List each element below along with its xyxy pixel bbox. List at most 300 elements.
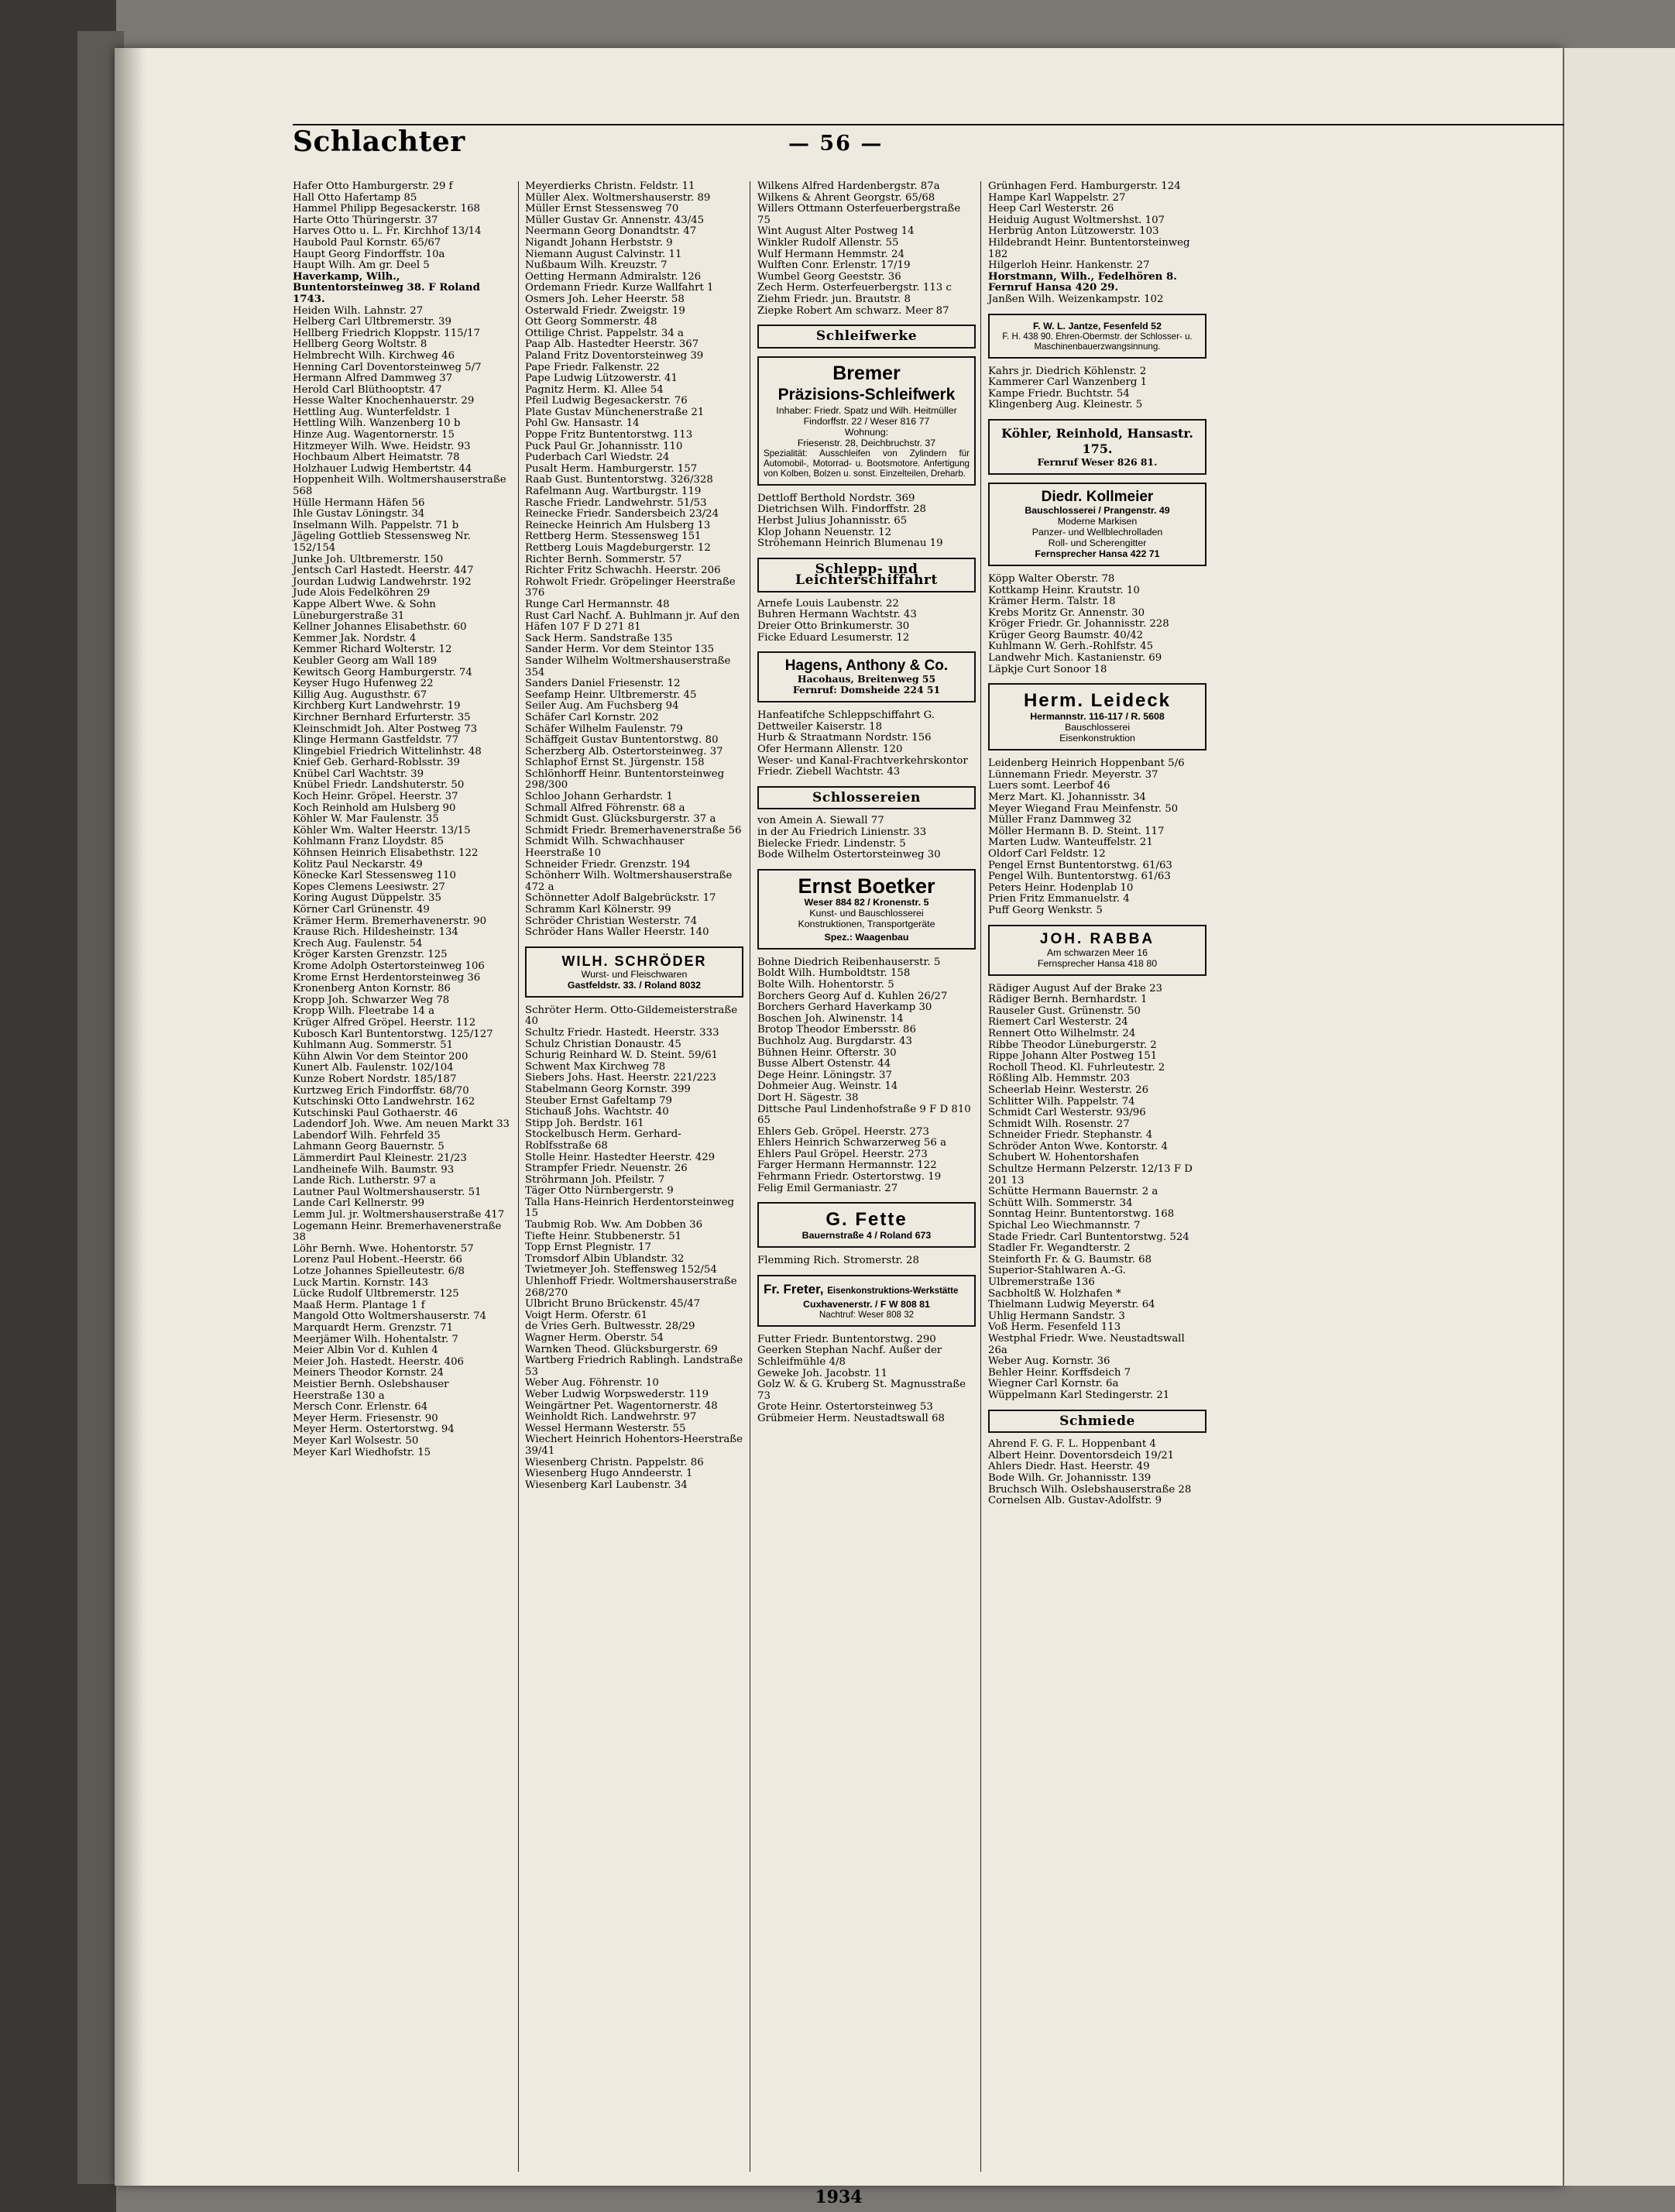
directory-entry: Schmidt Gust. Glücksburgerstr. 37 a [525,813,716,826]
adjacent-page-text [1570,118,1675,1191]
directory-entry: Ehlers Paul Gröpel. Heerstr. 273 [757,1148,928,1160]
ad-rabba-line-3: Fernsprecher Hansa 418 80 [1037,957,1158,969]
directory-entry: Sander Herm. Vor dem Steintor 135 [525,644,715,656]
directory-entry: Wagner Herm. Oberstr. 54 [525,1332,664,1344]
directory-entry: Pfeil Ludwig Begesackerstr. 76 [525,395,688,407]
directory-entry: Kleinschmidt Joh. Alter Postweg 73 [293,723,478,735]
directory-entry: Krämer Herm. Talstr. 18 [988,596,1116,608]
directory-entry: Knief Geb. Gerhard-Roblsstr. 39 [293,757,460,769]
ad-rabba-line-2: Am schwarzen Meer 16 [1046,946,1148,958]
directory-entry: Rippe Johann Alter Postweg 151 [988,1050,1158,1063]
directory-entry: Logemann Heinr. Bremerhavenerstraße 38 [293,1220,502,1244]
directory-entry: Reinecke Heinrich Am Hulsberg 13 [525,519,711,531]
directory-entry: Klop Johann Neuenstr. 12 [757,526,892,538]
directory-entry: Bolte Wilh. Hohentorstr. 5 [757,978,894,991]
directory-entry: Neermann Georg Donandtstr. 47 [525,225,697,238]
directory-entry: Bode Wilh. Gr. Johannisstr. 139 [988,1472,1152,1484]
directory-entry: von Amein A. Siewall 77 [757,815,884,827]
directory-entry: Mersch Conr. Erlenstr. 64 [293,1401,428,1413]
directory-entry: Wiesenberg Christn. Pappelstr. 86 [525,1456,704,1468]
directory-entry: Hammel Philipp Begesackerstr. 168 [293,203,481,215]
directory-entry: Keubler Georg am Wall 189 [293,654,438,667]
directory-entry: Kahrs jr. Diedrich Köhlenstr. 2 [988,365,1147,377]
directory-entry: Bielecke Friedr. Lindenstr. 5 [757,837,906,850]
directory-entry: Rauseler Gust. Grünenstr. 50 [988,1005,1141,1017]
directory-entry: Labendorf Wilh. Fehrfeld 35 [293,1129,441,1142]
directory-entry: Haupt Wilh. Am gr. Deel 5 [293,259,430,272]
directory-entry: Dietrichsen Wilh. Findorffstr. 28 [757,503,926,516]
directory-entry: Schütte Hermann Bauernstr. 2 a [988,1186,1158,1198]
directory-entry: Maaß Herm. Plantage 1 f [293,1299,425,1311]
directory-entry: Schröder Hans Waller Heerstr. 140 [525,926,709,939]
directory-entry: Schwent Max Kirchweg 78 [525,1060,666,1073]
directory-entry: Kemmer Richard Wolterstr. 12 [293,644,452,656]
directory-entry: Stade Friedr. Carl Buntentorstwg. 524 [988,1231,1189,1243]
directory-entry: Wiesenberg Karl Laubenstr. 34 [525,1479,688,1491]
directory-entry: Meerjämer Wilh. Hohentalstr. 7 [293,1333,458,1345]
directory-entry: Kampe Friedr. Buchtstr. 54 [988,387,1130,400]
directory-entry: Killig Aug. Augusthstr. 67 [293,689,427,701]
directory-entry: Schloo Johann Gerhardstr. 1 [525,791,673,803]
directory-entry: in der Au Friedrich Linienstr. 33 [757,826,927,838]
directory-entry: Köhler Wm. Walter Heerstr. 13/15 [293,824,471,836]
ad-hagens-line-3: Fernruf: Domsheide 224 51 [792,684,941,696]
heading-schmiede: Schmiede [988,1410,1206,1434]
directory-entry: Schlaphof Ernst St. Jürgenstr. 158 [525,757,705,769]
directory-entry: Paap Alb. Hastedter Heerstr. 367 [525,338,699,351]
directory-entry: Krech Aug. Faulenstr. 54 [293,937,423,950]
directory-entry: Ahrend F. G. F. L. Hoppenbant 4 [988,1438,1156,1451]
directory-entry: Herbrüg Anton Lützowerstr. 103 [988,225,1159,238]
directory-entry: Tromsdorf Albin Ublandstr. 32 [525,1252,685,1265]
directory-entry: Lemm Jul. jr. Woltmershauserstraße 417 [293,1209,505,1221]
directory-entry: Oldorf Carl Feldstr. 12 [988,848,1106,860]
page-gutter-shadow [115,48,146,2186]
directory-entry: Behler Heinr. Korffsdeich 7 [988,1366,1131,1379]
directory-entry: Krüger Alfred Gröpel. Heerstr. 112 [293,1016,476,1029]
directory-entry: Köpp Walter Oberstr. 78 [988,572,1115,585]
directory-entry: Schäfer Carl Kornstr. 202 [525,711,659,723]
directory-entry: Hochbaum Albert Heimatstr. 78 [293,452,460,464]
directory-entry: Wulften Conr. Erlenstr. 17/19 [757,259,911,272]
directory-entry: Dettloff Berthold Nordstr. 369 [757,492,915,504]
directory-entry: Weber Aug. Kornstr. 36 [988,1355,1110,1368]
directory-entry: Jourdan Ludwig Landwehrstr. 192 [293,575,472,588]
page-header-left: Schlachter [293,125,465,158]
directory-entry: Lautner Paul Woltmershauserstr. 51 [293,1186,482,1198]
directory-entry: Schröter Herm. Otto-Gildemeisterstraße 40 [525,1004,738,1028]
directory-entry: Schäffgeit Gustav Buntentorstwg. 80 [525,734,719,747]
directory-entry: Keyser Hugo Hufenweg 22 [293,678,434,690]
directory-entry: Marten Ludw. Wanteuffelstr. 21 [988,836,1153,849]
directory-entry: Sack Herm. Sandstraße 135 [525,632,673,644]
ad-boetker-line-4: Konstruktionen, Transportgeräte [798,918,935,929]
directory-entry: Schultz Friedr. Hastedt. Heerstr. 333 [525,1026,719,1039]
directory-entry: Hoppenheit Wilh. Woltmershauserstraße 568 [293,474,506,498]
directory-entry: Löhr Bernh. Wwe. Hohentorstr. 57 [293,1242,474,1255]
directory-entry: Müller Franz Dammweg 32 [988,814,1132,826]
directory-entry: Ströhrmann Joh. Pfeilstr. 7 [525,1173,665,1186]
directory-entry: Busse Albert Ostenstr. 44 [757,1058,891,1070]
directory-entry: Wiesenberg Hugo Anndeerstr. 1 [525,1468,693,1480]
directory-entry: Weber Ludwig Worpswederstr. 119 [525,1388,709,1400]
directory-entry: Hitzmeyer Wilh. Wwe. Heidstr. 93 [293,440,471,452]
directory-entry: Herold Carl Blüthooptstr. 47 [293,383,442,396]
directory-entry: Klingebiel Friedrich Wittelinhstr. 48 [293,745,482,757]
directory-entry: Kropp Wilh. Fleetrabe 14 a [293,1005,435,1018]
directory-entry: Hettling Aug. Wunterfeldstr. 1 [293,406,451,418]
directory-entry: Schmidt Carl Westerstr. 93/96 [988,1107,1146,1119]
directory-entry: Schubert W. Hohentorshafen [988,1152,1139,1164]
directory-entry: Kröger Friedr. Gr. Johannisstr. 228 [988,618,1169,630]
directory-entry: Rohwolt Friedr. Gröpelinger Heerstraße 376 [525,575,736,599]
directory-entry: Inselmann Wilh. Pappelstr. 71 b [293,519,459,531]
directory-entry: Lande Carl Kellnerstr. 99 [293,1197,425,1210]
directory-entry: Ribbe Theodor Lüneburgerstr. 2 [988,1039,1157,1051]
directory-entry: Schmidt Wilh. Schwachhauser Heerstraße 10 [525,836,685,860]
directory-entry: Müller Gustav Gr. Annenstr. 43/45 [525,214,705,226]
directory-entry: Dege Heinr. Löningstr. 37 [757,1069,892,1081]
directory-entry: Voigt Herm. Oferstr. 61 [525,1309,648,1321]
directory-entry: Riemert Carl Westerstr. 24 [988,1016,1128,1029]
directory-entry: Thielmann Ludwig Meyerstr. 64 [988,1299,1155,1311]
directory-entry: Meistier Bernh. Oslebshauser Heerstraße 130 a [293,1378,449,1402]
directory-entry: Willers Ottmann Osterfeuerbergstraße 75 [757,203,961,226]
directory-entry: Harte Otto Thüringerstr. 37 [293,214,438,226]
ad-line-6: Friesenstr. 28, Deichbruchstr. 37 [797,437,936,448]
directory-entry: Luck Martin. Kornstr. 143 [293,1276,429,1289]
directory-entry: Geweke Joh. Jacobstr. 11 [757,1367,887,1379]
directory-entry: Landheinefe Wilh. Baumstr. 93 [293,1163,455,1176]
ad-kollmeier-line-3: Moderne Markisen [1057,515,1138,527]
directory-entry: Körner Carl Grünenstr. 49 [293,904,430,915]
directory-entry: Hülle Hermann Häfen 56 [293,496,425,509]
directory-entry: Helberg Carl Ultbremerstr. 39 [293,316,451,328]
column-divider-1 [518,181,519,2172]
directory-entry: Kröger Karsten Grenzstr. 125 [293,949,448,961]
directory-entry: Krebs Moritz Gr. Annenstr. 30 [988,606,1145,619]
text-columns [293,181,1656,2172]
directory-entry: Rettberg Louis Magdeburgerstr. 12 [525,542,711,554]
directory-entry: Geerken Stephan Nachf. Außer der Schleifmühle 4/8 [757,1345,942,1369]
page-footer-year: 1934 [815,2187,863,2207]
directory-entry: Bruchsch Wilh. Oslebshauserstraße 28 [988,1483,1192,1496]
directory-entry: Wilkens Alfred Hardenbergstr. 87a [757,180,940,192]
ad-leideck-line-3: Bauschlosserei [1064,722,1131,733]
directory-entry: Kellner Johannes Elisabethstr. 60 [293,621,467,634]
directory-entry: Hafer Otto Hamburgerstr. 29 f [293,180,453,192]
directory-entry: Ehlers Heinrich Schwarzerweg 56 a [757,1137,947,1149]
column-divider-3 [980,181,981,2172]
directory-entry: Runge Carl Hermannstr. 48 [525,598,670,610]
directory-entry: Kutschinski Otto Landwehrstr. 162 [293,1096,475,1108]
directory-entry: Buchholz Aug. Burgdarstr. 43 [757,1035,912,1047]
heading-schlepp-leichterschiffahrt: Schlepp- und Leichterschiffahrt [757,558,976,592]
directory-entry: Lahmann Georg Bauernstr. 5 [293,1141,444,1153]
directory-entry: Tiefte Heinr. Stubbenerstr. 51 [525,1230,682,1242]
directory-entry: Spichal Leo Wiechmannstr. 7 [988,1220,1141,1232]
directory-entry: Janßen Wilh. Weizenkampstr. 102 [988,293,1164,305]
directory-entry: Jude Alois Fedelköhren 29 [293,587,431,599]
directory-entry: Peters Heinr. Hodenplab 10 [988,881,1134,894]
directory-entry: Ordemann Friedr. Kurze Wallfahrt 1 [525,282,714,294]
column-1 [293,181,511,1458]
directory-entry: Schönnetter Adolf Balgebrückstr. 17 [525,892,716,905]
directory-entry: Richter Fritz Schwachh. Heerstr. 206 [525,565,721,577]
directory-entry: Schlitter Wilh. Pappelstr. 74 [988,1095,1135,1108]
directory-entry: Krome Adolph Ostertorsteinweg 106 [293,960,485,972]
ad-koehler-line-1: Köhler, Reinhold, Hansastr. 175. [1001,425,1193,456]
directory-entry: Schröder Christian Westerstr. 74 [525,915,698,927]
directory-entry: Arnefe Louis Laubenstr. 22 [757,597,899,610]
ad-kollmeier-line-4: Panzer- und Wellblechrolladen [1031,526,1163,538]
ad-herm-leideck [988,683,1206,750]
directory-entry: Ficke Eduard Lesumerstr. 12 [757,631,910,644]
ad-fette-line-2: Bauernstraße 4 / Roland 673 [801,1230,932,1242]
directory-entry: Schlönhorff Heinr. Buntentorsteinweg 298/300 [525,768,725,792]
directory-entry: Puck Paul Gr. Johannisstr. 110 [525,440,683,452]
directory-entry: Leidenberg Heinrich Hoppenbant 5/6 [988,757,1185,770]
directory-entry: Westphal Friedr. Wwe. Neustadtswall 26a [988,1332,1185,1356]
directory-entry: Lünnemann Friedr. Meyerstr. 37 [988,768,1158,781]
directory-entry: Rasche Friedr. Landwehrstr. 51/53 [525,496,707,509]
directory-entry: Kappe Albert Wwe. & Sohn Lüneburgerstraße 31 [293,598,436,622]
directory-entry: Horstmann, Wilh., Fedelhören 8. Fernruf Hansa 420 29. [988,270,1177,294]
directory-entry: Hellberg Friedrich Kloppstr. 115/17 [293,327,481,339]
directory-entry: Kunze Robert Nordstr. 185/187 [293,1073,457,1085]
directory-entry: Cornelsen Alb. Gustav-Adolfstr. 9 [988,1495,1162,1507]
directory-entry: Kottkamp Heinr. Krautstr. 10 [988,584,1140,596]
directory-entry: Fehrmann Friedr. Ostertorstwg. 19 [757,1171,942,1183]
directory-entry: Kuhlmann W. Gerh.-Rohlfstr. 45 [988,641,1154,653]
directory-entry: Ott Georg Sommerstr. 48 [525,316,657,328]
directory-entry: Hettling Wilh. Wanzenberg 10 b [293,417,461,430]
directory-entry: Ottilige Christ. Pappelstr. 34 a [525,327,684,339]
directory-entry: Meyerdierks Christn. Feldstr. 11 [525,180,695,192]
directory-entry: Stolle Heinr. Hastedter Heerstr. 429 [525,1151,716,1163]
directory-entry: Stockelbusch Herm. Gerhard-Roblfsstraße 68 [525,1128,681,1152]
page-sheet [115,48,1563,2207]
directory-entry: Harves Otto u. L. Fr. Kirchhof 13/14 [293,225,482,238]
directory-entry: Ofer Hermann Allenstr. 120 [757,744,903,756]
directory-entry: Kühn Alwin Vor dem Steintor 200 [293,1050,469,1063]
directory-entry: Voß Herm. Fesenfeld 113 [988,1321,1121,1334]
directory-entry: Jentsch Carl Hastedt. Heerstr. 447 [293,565,474,577]
directory-entry: Schröder Anton Wwe. Kontorstr. 4 [988,1140,1168,1152]
adjacent-page [1564,48,1675,2186]
directory-entry: Kolitz Paul Neckarstr. 49 [293,858,423,871]
directory-entry: Richter Bernh. Sommerstr. 57 [525,553,682,565]
directory-entry: Kewitsch Georg Hamburgerstr. 74 [293,666,472,678]
directory-entry: Krüger Georg Baumstr. 40/42 [988,629,1144,641]
directory-entry: Kubosch Karl Buntentorstwg. 125/127 [293,1028,493,1040]
directory-entry: Schäfer Wilhelm Faulenstr. 79 [525,723,683,735]
directory-entry: Nußbaum Wilh. Kreuzstr. 7 [525,259,668,272]
directory-entry: Dort H. Sägestr. 38 [757,1091,859,1104]
directory-entry: Kuhlmann Aug. Sommerstr. 51 [293,1039,454,1052]
directory-entry: Haupt Georg Findorffstr. 10a [293,248,445,260]
directory-entry: Felig Emil Germaniastr. 27 [757,1182,898,1194]
ad-fwl-jantze [988,314,1206,359]
directory-entry: Reinecke Friedr. Sandersbeich 23/24 [525,508,719,520]
directory-entry: Osmers Joh. Leher Heerstr. 58 [525,293,685,305]
directory-entry: Kutschinski Paul Gothaerstr. 46 [293,1107,458,1119]
directory-entry: Scheerlab Heinr. Westerstr. 26 [988,1084,1149,1096]
ad-line-5: Wohnung: [844,426,889,438]
directory-entry: Täger Otto Nürnbergerstr. 9 [525,1185,674,1197]
directory-entry: Jägeling Gottlieb Stessensweg Nr. 152/154 [293,531,471,554]
directory-entry: Dreier Otto Brinkumerstr. 30 [757,620,910,633]
directory-entry: Albert Heinr. Doventorsdeich 19/21 [988,1449,1175,1462]
directory-entry: Mangold Otto Woltmershauserstr. 74 [293,1310,486,1323]
directory-entry: Luers somt. Leerbof 46 [988,780,1110,792]
directory-entry: Wilkens & Ahrent Georgstr. 65/68 [757,191,935,204]
ad-ernst-boetker [757,869,976,950]
directory-entry: Wessel Hermann Westerstr. 55 [525,1422,686,1434]
ad-koehler-line-2: Fernruf Weser 826 81. [1037,455,1158,468]
directory-entry: Koch Reinhold am Hulsberg 90 [293,802,456,814]
directory-entry: Heiduig August Woltmershst. 107 [988,214,1165,226]
directory-entry: Schmidt Friedr. Bremerhavenerstraße 56 [525,824,742,836]
directory-entry: Junke Joh. Ultbremerstr. 150 [293,553,444,565]
directory-entry: Poppe Fritz Buntentorstwg. 113 [525,429,693,441]
directory-entry: Weber Aug. Föhrenstr. 10 [525,1377,659,1389]
ad-hagens-line-2: Hacohaus, Breitenweg 55 [797,673,936,685]
directory-entry: Kirchberg Kurt Landwehrstr. 19 [293,700,461,713]
directory-entry: Topp Ernst Plegnistr. 17 [525,1242,651,1254]
ad-bremer-praezisions-schleifwerk [757,356,976,486]
directory-entry: Paland Fritz Doventorsteinweg 39 [525,349,704,362]
directory-entry: Meier Albin Vor d. Kuhlen 4 [293,1345,438,1357]
directory-entry: Rafelmann Aug. Wartburgstr. 119 [525,486,702,498]
directory-entry: Borchers Georg Auf d. Kuhlen 26/27 [757,990,948,1002]
ad-fette-line-1: G. Fette [825,1209,908,1231]
directory-entry: Meyer Herm. Friesenstr. 90 [293,1412,438,1424]
directory-entry: Boschen Joh. Alwinenstr. 14 [757,1012,904,1025]
directory-entry: Ziepke Robert Am schwarz. Meer 87 [757,304,949,317]
ad-leideck-line-4: Eisenkonstruktion [1059,733,1135,744]
directory-entry: Holzhauer Ludwig Hembertstr. 44 [293,462,472,475]
directory-entry: Sonntag Heinr. Buntentorstwg. 168 [988,1208,1175,1221]
ad-line-1: Bremer [832,362,901,384]
ad-line-4: Findorffstr. 22 / Weser 816 77 [803,415,930,427]
directory-entry: Hermann Alfred Dammweg 37 [293,373,453,385]
ad-line-7: Spezialität: Ausschleifen von Zylindern für Automobil-, Motorrad- u. Bootsmotore. Anfertigung von Kolben, Bolzen u. sonst. Einzelteilen, Dreharb. [764,448,970,479]
directory-entry: Krome Ernst Herdentorsteinweg 36 [293,971,481,984]
directory-entry: Hinze Aug. Wagentornerstr. 15 [293,429,455,441]
directory-entry: Bode Wilhelm Ostertorsteinweg 30 [757,849,941,861]
directory-entry: Schneider Friedr. Stephanstr. 4 [988,1129,1153,1142]
directory-entry: Ulbricht Bruno Brückenstr. 45/47 [525,1298,701,1310]
directory-entry: Meyer Herm. Ostertorstwg. 94 [293,1424,455,1436]
directory-entry: Klinge Hermann Gastfeldstr. 77 [293,734,459,747]
directory-entry: Raab Gust. Buntentorstwg. 326/328 [525,474,713,486]
directory-entry: Rößling Alb. Hemmstr. 203 [988,1073,1131,1085]
directory-entry: Steinforth Fr. & G. Baumstr. 68 [988,1253,1152,1266]
directory-entry: Kammerer Carl Wanzenberg 1 [988,376,1148,389]
directory-entry: Rennert Otto Wilhelmstr. 24 [988,1027,1136,1039]
ad-diedr-kollmeier [988,483,1206,566]
ad-boetker-line-5: Spez.: Waagenbau [824,931,909,943]
ad-line-3: Inhaber: Friedr. Spatz und Wilh. Heitmüller [776,404,957,416]
directory-entry: Golz W. & G. Kruberg St. Magnusstraße 73 [757,1379,966,1402]
ad-rabba-line-1: JOH. RABBA [1039,930,1155,947]
directory-entry: Ihle Gustav Löningstr. 34 [293,508,425,520]
directory-entry: Plate Gustav Münchenerstraße 21 [525,406,705,418]
directory-entry: Wumbel Georg Geeststr. 36 [757,270,901,283]
directory-entry: Schramm Karl Kölnerstr. 99 [525,904,671,915]
directory-entry: Stabelmann Georg Kornstr. 399 [525,1083,691,1095]
directory-entry: Wiechert Heinrich Hohentors-Heerstraße 39/41 [525,1434,743,1457]
directory-entry: Pagnitz Herm. Kl. Allee 54 [525,383,664,396]
ad-koehler-reinhold [988,419,1206,475]
directory-entry: Wiegner Carl Kornstr. 6a [988,1378,1119,1390]
directory-entry: Pohl Gw. Hansastr. 14 [525,417,640,430]
ad-freter-line-1: Fr. Freter, [764,1281,824,1297]
directory-entry: Lämmerdirt Paul Kleinestr. 21/23 [293,1152,467,1165]
directory-entry: Niemann August Calvinstr. 11 [525,248,682,260]
ad-line-2: Präzisions-Schleifwerk [777,385,956,404]
directory-entry: Hildebrandt Heinr. Buntentorsteinweg 182 [988,236,1190,260]
directory-entry: Stipp Joh. Berdstr. 161 [525,1117,644,1129]
directory-entry: Siebers Johs. Hast. Heerstr. 221/223 [525,1072,716,1084]
directory-entry: Rädiger Bernh. Bernhardstr. 1 [988,994,1148,1006]
directory-entry: Buhren Hermann Wachtstr. 43 [757,609,917,621]
directory-entry: Kronenberg Anton Kornstr. 86 [293,983,451,995]
directory-entry: Lücke Rudolf Ultbremerstr. 125 [293,1288,459,1300]
directory-entry: Ladendorf Joh. Wwe. Am neuen Markt 33 [293,1118,510,1131]
directory-entry: Heiden Wilh. Lahnstr. 27 [293,304,424,317]
directory-entry: Wint August Alter Postweg 14 [757,225,915,238]
directory-entry: Zech Herm. Osterfeuerbergstr. 113 c [757,282,952,294]
directory-entry: Bühnen Heinr. Ofterstr. 30 [757,1046,897,1059]
directory-entry: Rust Carl Nachf. A. Buhlmann jr. Auf den Häfen 107 F D 271 81 [525,610,740,634]
directory-entry: Meyer Karl Wolsestr. 50 [293,1434,419,1447]
directory-entry: Pape Ludwig Lützowerstr. 41 [525,373,678,385]
directory-entry: Ziehm Friedr. jun. Brautstr. 8 [757,293,911,305]
header-rule [293,124,1656,125]
directory-entry: Läpkje Curt Sonoor 18 [988,663,1107,675]
directory-entry: de Vries Gerh. Bultwesstr. 28/29 [525,1321,695,1333]
directory-entry: Schütt Wilh. Sommerstr. 34 [988,1197,1133,1209]
directory-entry: Ströhemann Heinrich Blumenau 19 [757,538,943,550]
directory-entry: Nigandt Johann Herbststr. 9 [525,236,673,249]
directory-entry: Meier Joh. Hastedt. Heerstr. 406 [293,1355,464,1368]
ad-freter-line-3: Nachtruf: Weser 808 32 [819,1309,915,1320]
directory-entry: Koring August Düppelstr. 35 [293,892,441,905]
ad-wilh-schroeder: WILH. SCHRÖDER Wurst- und Fleischwaren Gastfeldstr. 33. / Roland 8032 [525,946,743,998]
directory-entry: Kopes Clemens Leesiwstr. 27 [293,881,445,893]
directory-entry: Flemming Rich. Stromerstr. 28 [757,1255,919,1267]
ad-jantze-line-2: F. H. 438 90. Ehren-Obermstr. der Schlosser- u. Maschinenbauerzwangsinnung. [1002,331,1193,352]
directory-entry: Marquardt Herm. Grenzstr. 71 [293,1321,454,1334]
ad-boetker-line-3: Kunst- und Bauschlosserei [809,907,924,919]
page-header [293,125,1656,172]
directory-entry: Osterwald Friedr. Zweigstr. 19 [525,304,685,317]
directory-entry: Krämer Herm. Bremerhavenerstr. 90 [293,915,487,927]
directory-entry: Ehlers Geb. Gröpel. Heerstr. 273 [757,1125,929,1138]
directory-entry: Bohne Diedrich Reibenhauserstr. 5 [757,956,941,968]
directory-entry: Kunert Alb. Faulenstr. 102/104 [293,1062,454,1074]
column-4 [988,181,1206,1507]
directory-entry: Haubold Paul Kornstr. 65/67 [293,236,441,249]
directory-entry: Hampe Karl Wappelstr. 27 [988,191,1126,204]
directory-entry: Rettberg Herm. Stessensweg 151 [525,531,702,543]
directory-entry: Lorenz Paul Hobent.-Heerstr. 66 [293,1254,462,1266]
ad-boetker-line-1: Ernst Boetker [798,874,935,898]
directory-entry: Landwehr Mich. Kastanienstr. 69 [988,652,1162,665]
ad-g-fette [757,1202,976,1248]
